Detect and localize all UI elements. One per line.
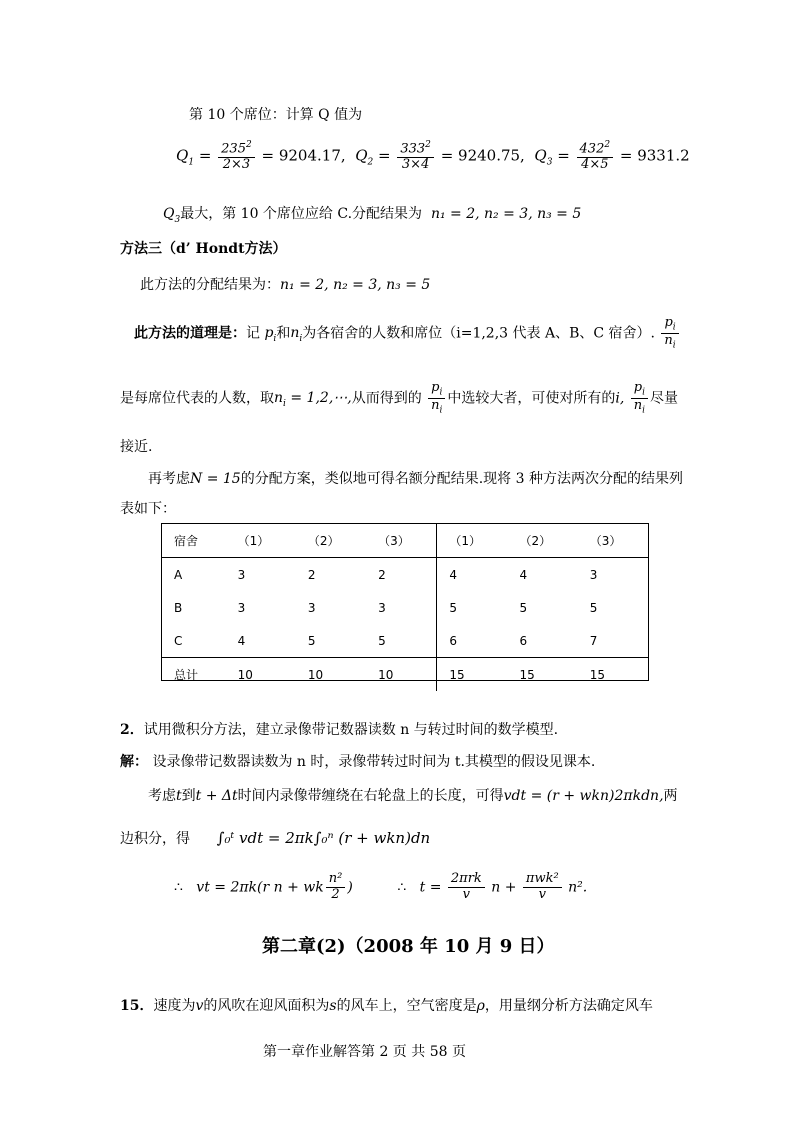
reason-line2-e: 中选较大者，可使对所有的 [447, 390, 616, 407]
q1-num: 235 [221, 141, 246, 157]
consider-f: vdt = (r + wkn)2πkdn, [503, 788, 664, 804]
table-cell: 3 [237, 600, 246, 615]
header-cell: （1） [437, 524, 508, 558]
result2-f2-num: πwk² [523, 872, 562, 888]
q1-sub: 1 [188, 157, 195, 168]
table-cell: 5 [449, 600, 457, 615]
total-cell: 总计 [162, 658, 226, 692]
solution-text: 设录像带记数器读数为 n 时，录像带转过时间为 t.其模型的假设见课本. [152, 754, 596, 770]
reason-line2-f: 尽量 [650, 390, 678, 407]
consider-e: 时间内录像带缠绕在右轮盘上的长度，可得 [237, 788, 504, 804]
question-2-text: 试用微积分方法，建立录像带记数器读数 n 与转过时间的数学模型. [143, 722, 559, 738]
table-cell: A [174, 567, 183, 582]
solution-label: 解： [120, 754, 148, 770]
header-cell: （3） [578, 524, 648, 558]
reason-line-3: 接近. [120, 439, 153, 455]
total-cell: 15 [437, 658, 508, 692]
consider-a: 考虑 [148, 788, 176, 804]
q3-num: 432 [579, 141, 605, 157]
reason-text3: 为各宿舍的人数和席位（i=1,2,3 代表 A、B、C 宿舍）. [302, 325, 655, 342]
total-cell: 10 [366, 658, 437, 692]
q1-fraction [218, 140, 255, 173]
table-cell: 5 [307, 633, 316, 648]
q2-num: 333 [400, 141, 426, 157]
header-cell: （2） [296, 524, 366, 558]
method3-result-prefix: 此方法的分配结果为： [140, 277, 280, 293]
q2-label: Q [355, 146, 368, 165]
result2-end: n². [568, 879, 588, 896]
q15-c: 的风吹在迎风面积为 [203, 998, 330, 1014]
consider-b: t [176, 788, 182, 804]
q1-den: 2×3 [222, 157, 251, 173]
q2-value: = 9240.75, [440, 146, 525, 165]
method3-result: n₁ = 2, n₂ = 3, n₃ = 5 [280, 277, 431, 293]
reason-line-2: 是每席位代表的人数，取$n_i$ = 1,2,⋯,从而得到的 $\frac{p_i}{n_i}$ 中选较大者，可使对所有的i, $\frac{p_i}{n_i}$ 尽量 [120, 380, 678, 416]
q3-fraction [577, 140, 614, 173]
result1-fraction [326, 872, 346, 903]
total-cell: 10 [226, 658, 296, 692]
table-cell: 2 [366, 558, 437, 592]
p-over-n-fraction-3: $\frac{p_i}{n_i}$ [631, 381, 648, 416]
table-cell: 6 [449, 633, 457, 648]
table-row [162, 558, 648, 592]
solution-line [120, 751, 595, 771]
table-cell: 3 [307, 600, 316, 615]
q15-f: ρ [476, 998, 485, 1014]
q15-g: ，用量纲分析方法确定风车 [484, 998, 653, 1014]
q3-max-text: 最大，第 10 个席位应给 C.分配结果为 [180, 206, 423, 222]
q3-exp: 2 [604, 140, 611, 150]
table-cell: 5 [519, 600, 528, 615]
page-footer: 第一章作业解答第 2 页 共 58 页 [263, 1044, 466, 1060]
q1-value: = 9204.17, [261, 146, 346, 165]
total-cell: 15 [508, 658, 578, 692]
reason-text1: 记 [246, 325, 260, 342]
header-cell: （1） [226, 524, 296, 558]
header-cell: 宿舍 [162, 524, 226, 558]
table-header-row [162, 524, 648, 558]
reason-line2-b: n [274, 390, 284, 407]
reason-line2-c: = 1,2,⋯, [285, 390, 352, 407]
result1-num: n² [326, 872, 346, 888]
q15-e: 的风车上，空气密度是 [336, 998, 477, 1014]
table-cell: 4 [519, 567, 528, 582]
q3-sub: 3 [546, 157, 553, 168]
q2-den: 3×4 [401, 157, 430, 173]
result1-den: 2 [331, 886, 340, 902]
q15-a: 速度为 [153, 998, 196, 1014]
result2-f1-num: 2πrk [448, 872, 485, 888]
table-cell: 2 [307, 567, 316, 582]
q3-label: Q [534, 146, 547, 165]
q2-sub: 2 [367, 157, 374, 168]
question-2 [120, 719, 558, 739]
consider-c: 到 [181, 788, 196, 804]
result1-b: ) [347, 879, 353, 896]
result2-f2-den: v [538, 886, 546, 902]
table-row [162, 591, 648, 624]
table-total-row [162, 658, 648, 692]
reason-bold: 此方法的道理是： [134, 325, 246, 342]
table-cell: 3 [237, 567, 246, 582]
p-over-n-fraction-2: $\frac{p_i}{n_i}$ [428, 381, 445, 416]
table-cell: 3 [366, 591, 437, 624]
q1-exp: 2 [245, 140, 252, 150]
n15-line-2: 表如下： [120, 501, 176, 517]
table-cell: 3 [589, 567, 598, 582]
method3-result-line [140, 274, 430, 294]
q15-b: v [195, 998, 204, 1014]
integral-formula: ∫₀ᵗ vdt = 2πk∫₀ⁿ (r + wkn)dn [216, 829, 431, 847]
table-cell: 5 [366, 624, 437, 658]
table-cell: C [174, 633, 183, 648]
q3-max-line: $Q_3$最大，第 10 个席位应给 C.分配结果为 n₁ = 2, n₂ = 3, n₃ = 5 [163, 206, 582, 225]
result2-fraction-2 [523, 872, 562, 903]
total-cell: 15 [578, 658, 648, 692]
p-over-n-fraction-1: $\frac{p_i}{n_i}$ [661, 316, 678, 351]
reason-text2: 和 [276, 325, 291, 342]
q-formula: $Q_1$ = $\frac{235^2}{2\times 3}$ = 9204.17, $Q_2$ = $\frac{333^2}{3\times 4}$ = 9240.75, $Q_3$ = $\frac{432^2}{4\times 5}$ = 9331.2 [176, 140, 690, 173]
table-cell: 6 [519, 633, 528, 648]
consider-d: t + Δt [195, 788, 238, 804]
table-cell: 4 [237, 633, 246, 648]
integral-prefix: 边积分，得 [120, 831, 190, 847]
header-cell: （2） [508, 524, 578, 558]
result2-f1-den: v [462, 886, 471, 902]
result2-mid: n + [491, 879, 517, 896]
integral-line [120, 828, 430, 848]
q3-den: 4×5 [581, 157, 609, 173]
therefore-2: ∴ [397, 879, 407, 896]
text-line-seat10: 第 10 个席位：计算 Q 值为 [189, 107, 363, 123]
result2-fraction-1 [448, 872, 485, 903]
result2-a: t = [419, 879, 442, 896]
method3-title: 方法三（d’ Hondt方法） [120, 241, 287, 257]
n15-line [148, 468, 683, 488]
n15-c: 的分配方案，类似地可得名额分配结果.现将 3 种方法两次分配的结果列 [240, 471, 683, 487]
table-cell: 4 [449, 567, 457, 582]
q2-fraction [397, 140, 434, 173]
result1-a: vt = 2πk(r n + wk [196, 879, 324, 896]
question-2-number: 2． [120, 722, 144, 738]
table-row [162, 624, 648, 658]
table-cell: B [174, 600, 183, 615]
table-cell: 5 [589, 600, 598, 615]
n15-b: N = 15 [190, 471, 241, 487]
table-cell: 7 [589, 633, 598, 648]
results-table [162, 524, 648, 691]
result-line [174, 872, 587, 903]
reason-line: 此方法的道理是：记 $p_i$和$n_i$为各宿舍的人数和席位（i=1,2,3 代表 A、B、C 宿舍）. $\frac{p_i}{n_i}$ [134, 316, 681, 351]
header-cell: （3） [366, 524, 437, 558]
consider-line [148, 785, 678, 805]
question-15-number: 15． [120, 998, 154, 1014]
q15-d: s [329, 998, 337, 1014]
therefore-1: ∴ [174, 879, 183, 896]
n15-a: 再考虑 [148, 471, 190, 487]
q3-value: = 9331.2 [619, 146, 690, 165]
q3-max-result: n₁ = 2, n₂ = 3, n₃ = 5 [430, 206, 582, 222]
question-15 [120, 995, 653, 1015]
results-table-box [161, 523, 649, 681]
q1-label: Q [176, 146, 189, 165]
total-cell: 10 [296, 658, 366, 692]
chapter-heading: 第二章(2)（2008 年 10 月 9 日） [262, 936, 555, 957]
reason-line2-a: 是每席位代表的人数，取 [120, 390, 274, 407]
reason-line2-d: 从而得到的 [351, 390, 422, 407]
consider-g: 两 [663, 788, 678, 804]
q2-exp: 2 [425, 140, 431, 150]
